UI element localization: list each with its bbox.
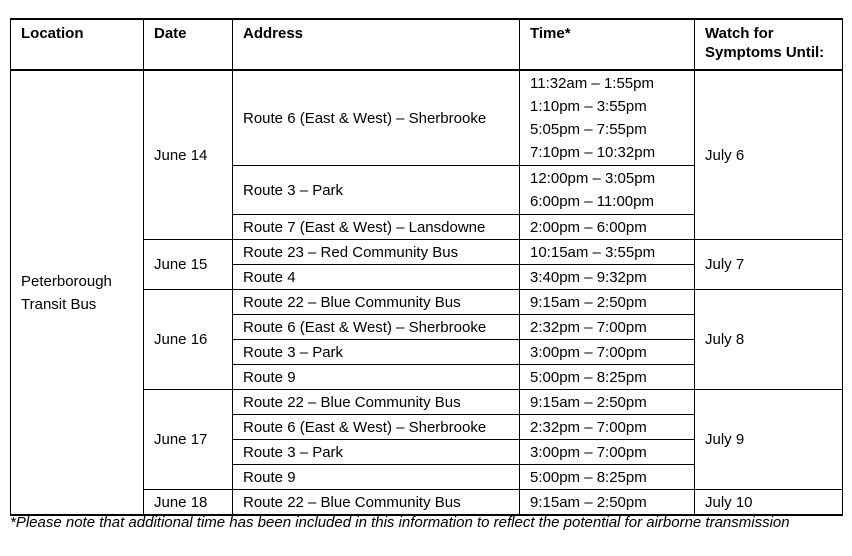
address-cell: Route 22 – Blue Community Bus xyxy=(233,290,520,315)
table-row xyxy=(11,70,843,166)
time-cell xyxy=(520,465,695,490)
address-cell: Route 9 xyxy=(233,365,520,390)
time-cell xyxy=(520,166,695,215)
time-range: 6:00pm – 11:00pm xyxy=(530,193,654,210)
address-cell: Route 3 – Park xyxy=(233,440,520,465)
time-range: 9:15am – 2:50pm xyxy=(530,393,647,411)
time-cell xyxy=(520,415,695,440)
address-cell: Route 3 – Park xyxy=(233,340,520,365)
address-cell: Route 4 xyxy=(233,265,520,290)
time-range: 3:00pm – 7:00pm xyxy=(530,443,647,461)
time-range: 3:00pm – 7:00pm xyxy=(530,343,647,361)
address-cell: Route 22 – Blue Community Bus xyxy=(233,390,520,415)
address-cell: Route 22 – Blue Community Bus xyxy=(233,490,520,516)
time-range: 5:00pm – 8:25pm xyxy=(530,468,647,486)
time-range: 5:05pm – 7:55pm xyxy=(530,121,647,138)
watch-until-cell: July 10 xyxy=(695,490,843,516)
footnote: *Please note that additional time has been included in this information to reflect the potential for airborne transmission xyxy=(10,514,790,531)
date-cell: June 16 xyxy=(144,290,233,390)
date-cell: June 14 xyxy=(144,70,233,240)
time-cell xyxy=(520,440,695,465)
header-location: Location xyxy=(11,19,144,70)
location-cell: Peterborough Transit Bus xyxy=(11,70,144,515)
time-range: 9:15am – 2:50pm xyxy=(530,493,647,511)
header-row xyxy=(11,19,843,70)
header-date: Date xyxy=(144,19,233,70)
address-cell: Route 9 xyxy=(233,465,520,490)
date-cell: June 17 xyxy=(144,390,233,490)
time-range: 10:15am – 3:55pm xyxy=(530,243,656,261)
date-cell: June 18 xyxy=(144,490,233,516)
header-time: Time* xyxy=(520,19,695,70)
header-address: Address xyxy=(233,19,520,70)
address-cell: Route 6 (East & West) – Sherbrooke xyxy=(233,70,520,166)
time-range: 12:00pm – 3:05pm xyxy=(530,170,656,187)
address-cell: Route 23 – Red Community Bus xyxy=(233,240,520,265)
address-cell: Route 3 – Park xyxy=(233,166,520,215)
address-cell: Route 6 (East & West) – Sherbrooke xyxy=(233,315,520,340)
time-cell xyxy=(520,265,695,290)
watch-until-cell: July 9 xyxy=(695,390,843,490)
exposure-table xyxy=(10,18,843,516)
time-cell xyxy=(520,390,695,415)
watch-until-cell: July 6 xyxy=(695,70,843,240)
time-range: 9:15am – 2:50pm xyxy=(530,293,647,311)
address-cell: Route 7 (East & West) – Lansdowne xyxy=(233,215,520,240)
address-cell: Route 6 (East & West) – Sherbrooke xyxy=(233,415,520,440)
date-cell: June 15 xyxy=(144,240,233,290)
time-cell xyxy=(520,70,695,166)
time-cell xyxy=(520,290,695,315)
time-range: 7:10pm – 10:32pm xyxy=(530,144,656,161)
time-cell xyxy=(520,340,695,365)
time-cell xyxy=(520,240,695,265)
header-watch-until: Watch for Symptoms Until: xyxy=(695,19,843,70)
watch-until-cell: July 8 xyxy=(695,290,843,390)
time-range: 1:10pm – 3:55pm xyxy=(530,98,647,115)
time-cell xyxy=(520,315,695,340)
time-range: 2:00pm – 6:00pm xyxy=(530,218,647,236)
watch-until-cell: July 7 xyxy=(695,240,843,290)
time-range: 5:00pm – 8:25pm xyxy=(530,368,647,386)
time-range: 11:32am – 1:55pm xyxy=(530,75,654,92)
time-range: 2:32pm – 7:00pm xyxy=(530,418,647,436)
time-cell xyxy=(520,215,695,240)
table-body xyxy=(11,70,843,515)
time-range: 2:32pm – 7:00pm xyxy=(530,318,647,336)
time-cell xyxy=(520,365,695,390)
time-range: 3:40pm – 9:32pm xyxy=(530,268,647,286)
